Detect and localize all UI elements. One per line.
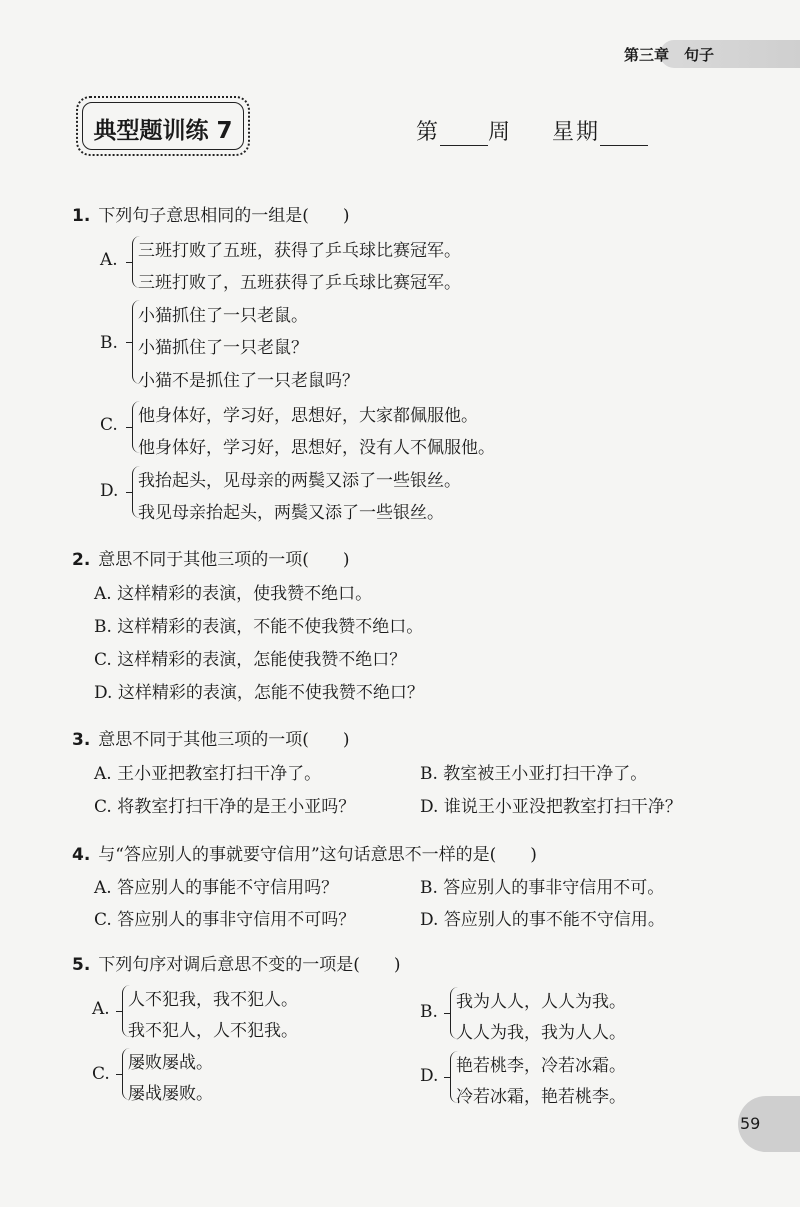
week-day-fill-line bbox=[416, 115, 648, 146]
question-4 bbox=[72, 840, 537, 865]
option-line: 人人为我，我为人人。 bbox=[456, 1023, 626, 1043]
option-line: 三班打败了，五班获得了乒乓球比赛冠军。 bbox=[138, 273, 461, 293]
weekday-label: 星期 bbox=[552, 120, 601, 145]
option-line: 三班打败了五班，获得了乒乓球比赛冠军。 bbox=[138, 241, 461, 261]
weekday-blank[interactable] bbox=[600, 123, 648, 146]
exercise-title: 典型题训练 7 bbox=[93, 118, 233, 144]
option-line: 屡败屡战。 bbox=[128, 1053, 213, 1073]
option-b: B. 这样精彩的表演，不能不使我赞不绝口。 bbox=[94, 617, 424, 637]
question-stem: 意思不同于其他三项的一项( ) bbox=[98, 550, 350, 570]
option-letter: C. bbox=[92, 1064, 110, 1084]
option-letter: D. bbox=[420, 1066, 439, 1086]
option-line: 我抬起头，见母亲的两鬓又添了一些银丝。 bbox=[138, 471, 461, 491]
option-d: D. 答应别人的事不能不守信用。 bbox=[420, 910, 665, 930]
option-line: 人不犯我，我不犯人。 bbox=[128, 990, 298, 1010]
option-line: 他身体好，学习好，思想好，没有人不佩服他。 bbox=[138, 438, 495, 458]
option-letter: A. bbox=[92, 999, 110, 1019]
option-line: 他身体好，学习好，思想好，大家都佩服他。 bbox=[138, 406, 478, 426]
option-line: 小猫抓住了一只老鼠？ bbox=[138, 338, 308, 358]
week-blank[interactable] bbox=[440, 123, 488, 146]
option-line: 屡战屡败。 bbox=[128, 1084, 213, 1104]
option-line: 小猫抓住了一只老鼠。 bbox=[138, 306, 308, 326]
option-a: A. 答应别人的事能不守信用吗？ bbox=[94, 878, 339, 898]
option-c: C. 这样精彩的表演，怎能使我赞不绝口？ bbox=[94, 650, 407, 670]
option-line: 我不犯人，人不犯我。 bbox=[128, 1021, 298, 1041]
option-d: D. 这样精彩的表演，怎能不使我赞不绝口？ bbox=[94, 683, 424, 703]
option-letter: D. bbox=[100, 481, 119, 501]
option-line: 冷若冰霜，艳若桃李。 bbox=[456, 1087, 626, 1107]
question-stem: 意思不同于其他三项的一项( ) bbox=[98, 730, 350, 750]
question-number: 5. bbox=[72, 955, 91, 975]
option-d: D. 谁说王小亚没把教室打扫干净？ bbox=[420, 797, 682, 817]
chapter-label: 第三章 句子 bbox=[624, 46, 715, 64]
option-letter: B. bbox=[420, 1002, 438, 1022]
week-mid: 周 bbox=[488, 120, 513, 145]
exercise-title-frame bbox=[76, 96, 250, 156]
question-stem: 下列句子意思相同的一组是( ) bbox=[98, 206, 350, 226]
question-1 bbox=[72, 201, 350, 226]
option-line: 小猫不是抓住了一只老鼠吗？ bbox=[138, 371, 359, 391]
question-5 bbox=[72, 950, 401, 975]
page-number: 59 bbox=[740, 1114, 761, 1133]
option-a: A. 王小亚把教室打扫干净了。 bbox=[94, 764, 322, 784]
question-number: 1. bbox=[72, 206, 91, 226]
question-number: 3. bbox=[72, 730, 91, 750]
option-b: B. 答应别人的事非守信用不可。 bbox=[420, 878, 665, 898]
question-2 bbox=[72, 545, 350, 570]
question-stem: 与“答应别人的事就要守信用”这句话意思不一样的是( ) bbox=[98, 845, 537, 865]
option-a: A. 这样精彩的表演，使我赞不绝口。 bbox=[94, 584, 373, 604]
option-c: C. 答应别人的事非守信用不可吗？ bbox=[94, 910, 356, 930]
option-letter: B. bbox=[100, 333, 118, 353]
option-line: 艳若桃李，冷若冰霜。 bbox=[456, 1056, 626, 1076]
option-letter: C. bbox=[100, 415, 118, 435]
question-stem: 下列句序对调后意思不变的一项是( ) bbox=[98, 955, 401, 975]
option-letter: A. bbox=[100, 250, 118, 270]
week-prefix: 第 bbox=[416, 120, 441, 145]
question-number: 2. bbox=[72, 550, 91, 570]
option-b: B. 教室被王小亚打扫干净了。 bbox=[420, 764, 648, 784]
option-line: 我为人人，人人为我。 bbox=[456, 992, 626, 1012]
option-c: C. 将教室打扫干净的是王小亚吗？ bbox=[94, 797, 356, 817]
question-number: 4. bbox=[72, 845, 91, 865]
option-line: 我见母亲抬起头，两鬓又添了一些银丝。 bbox=[138, 503, 444, 523]
question-3 bbox=[72, 725, 350, 750]
